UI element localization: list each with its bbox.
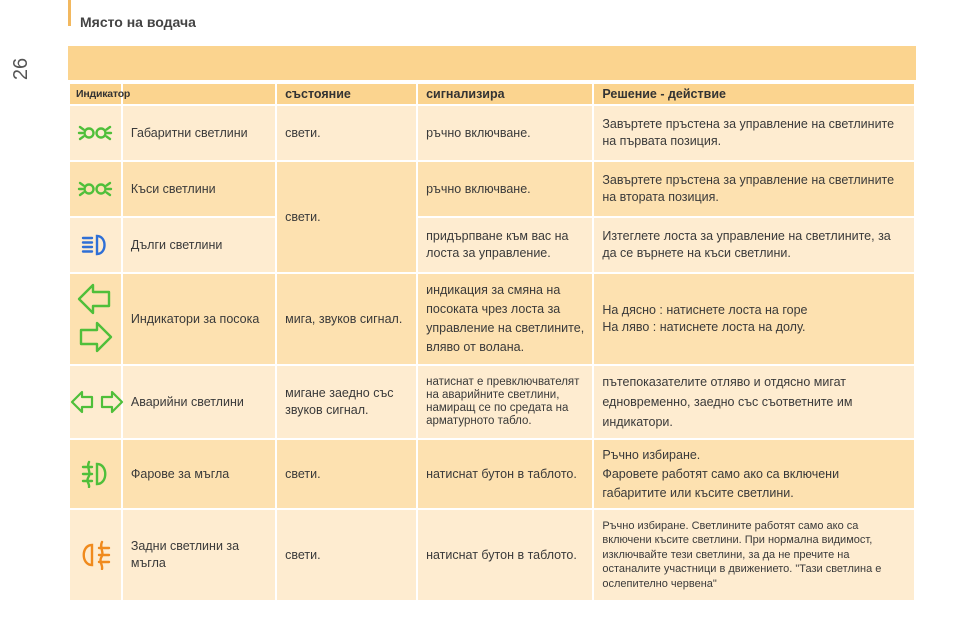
table-header-row (69, 83, 915, 105)
table-row (69, 273, 915, 365)
indicator-signal: индикация за смяна на посоката чрез лоста за управление на светлините, вляво от волана. (417, 273, 593, 365)
action-line: Ръчно избиране. (602, 447, 701, 462)
table-row (69, 439, 915, 509)
table-top-band (68, 46, 916, 80)
front-fog-icon (79, 460, 111, 488)
main-beam-icon (80, 233, 110, 257)
section-accent-bar (68, 0, 71, 26)
action-line: На ляво : натиснете лоста на долу. (602, 320, 806, 334)
indicator-name: Фарове за мъгла (122, 439, 276, 509)
indicator-action (593, 273, 915, 365)
indicator-action: пътепоказателите отляво и отдясно мигат едновременно, заедно със съответните им индикатори. (593, 365, 915, 439)
indicator-signal: натиснат бутон в таблото. (417, 509, 593, 601)
indicator-action: Ръчно избиране. Светлините работят само ако са включени късите светлини. При нормална видимост, изключвайте тези светлини, за да не пречите на останалите участници в движението. "Тази светлина е ослепително червена" (593, 509, 915, 601)
dipped-beam-icon (77, 177, 113, 201)
page-number: 26 (10, 57, 32, 81)
turn-indicator-icon (75, 279, 115, 359)
indicator-signal: натиснат е превключвателят на аварийните светлини, намиращ се по средата на арматурното табло. (417, 365, 593, 439)
indicator-state: мигане заедно със звуков сигнал. (276, 365, 417, 439)
side-lights-icon (77, 121, 113, 145)
indicator-name: Дълги светлини (122, 217, 276, 273)
header-name (122, 83, 276, 105)
header-indicator: Индикатор (69, 83, 122, 105)
indicator-name: Габаритни светлини (122, 105, 276, 161)
indicator-signal: ръчно включване. (417, 161, 593, 217)
header-action: Решение - действие (593, 83, 915, 105)
indicator-signal: ръчно включване. (417, 105, 593, 161)
section-title: Място на водача (80, 14, 196, 30)
header-signal: сигнализира (417, 83, 593, 105)
indicator-signal: придърпване към вас на лоста за управление. (417, 217, 593, 273)
indicator-state: свети. (276, 439, 417, 509)
indicator-name: Индикатори за посока (122, 273, 276, 365)
table-row (69, 509, 915, 601)
indicator-state: свети. (276, 105, 417, 161)
indicator-name: Задни светлини за мъгла (122, 509, 276, 601)
table-row (69, 161, 915, 217)
indicator-action: Изтеглете лоста за управление на светлините, за да се върнете на къси светлини. (593, 217, 915, 273)
action-line: На дясно : натиснете лоста на горе (602, 303, 808, 317)
table-row (69, 217, 915, 273)
rear-fog-icon (78, 540, 112, 570)
indicator-action: Завъртете пръстена за управление на светлините на първата позиция. (593, 105, 915, 161)
indicator-action: Завъртете пръстена за управление на светлините на втората позиция. (593, 161, 915, 217)
indicator-action (593, 439, 915, 509)
table-row (69, 365, 915, 439)
indicator-name: Аварийни светлини (122, 365, 276, 439)
indicator-state: свети. (276, 509, 417, 601)
indicator-name: Къси светлини (122, 161, 276, 217)
hazard-lights-icon (70, 389, 124, 415)
table-row (69, 105, 915, 161)
indicator-state: свети. (276, 161, 417, 273)
header-state: състояние (276, 83, 417, 105)
indicator-state: мига, звуков сигнал. (276, 273, 417, 365)
indicator-table (68, 82, 916, 602)
indicator-signal: натиснат бутон в таблото. (417, 439, 593, 509)
action-line: Фаровете работят само ако са включени габаритите или късите светлини. (602, 466, 840, 500)
